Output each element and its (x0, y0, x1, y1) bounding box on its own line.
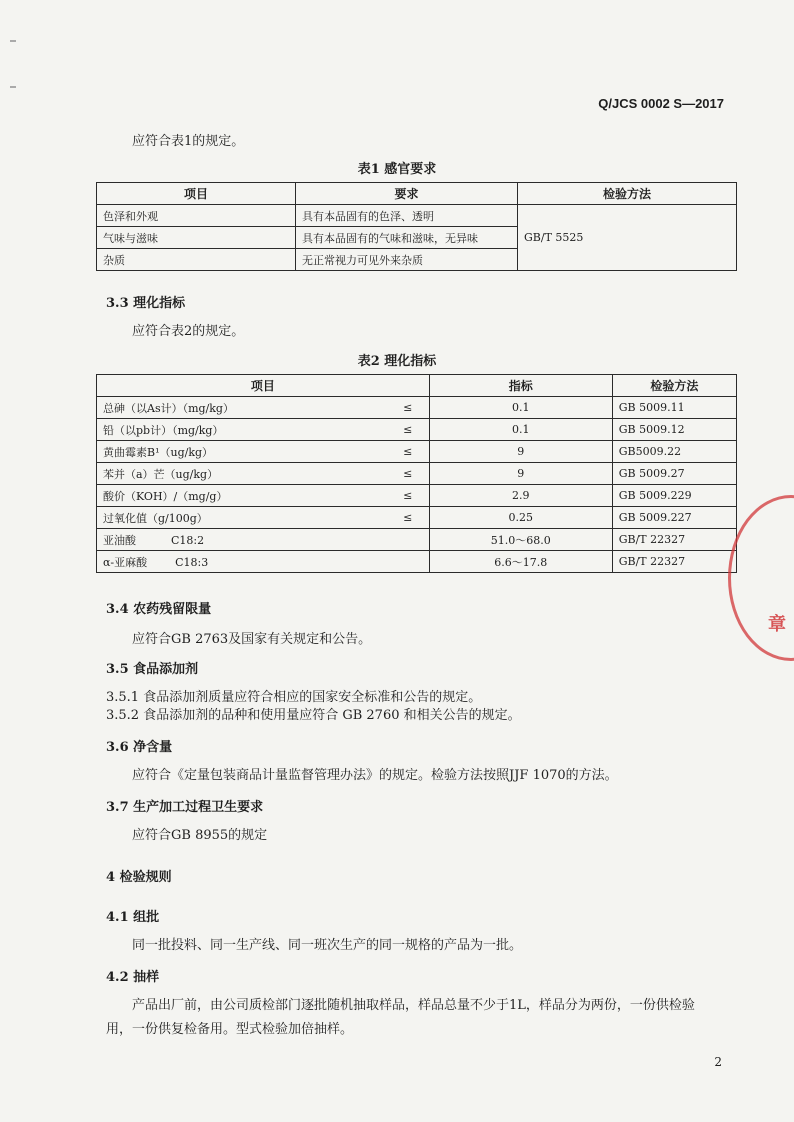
table-header-cell: 项目 (97, 183, 296, 205)
table-header-row (97, 183, 737, 205)
table-header-cell: 检验方法 (518, 183, 737, 205)
table-header-cell: 要求 (296, 183, 518, 205)
table-cell: GB 5009.12 (612, 419, 736, 441)
table-cell: 6.6～17.8 (429, 551, 612, 573)
scan-mark (10, 86, 16, 88)
table-cell: 酸价（KOH）/（mg/g） (97, 485, 387, 507)
table-cell: 苯并（a）芒（ug/kg） (97, 463, 387, 485)
table-row (97, 441, 737, 463)
section-4-1-title: 4.1 组批 (106, 910, 160, 925)
table-row (97, 507, 737, 529)
section-3-4-text: 应符合GB 2763及国家有关规定和公告。 (132, 632, 372, 647)
page-number: 2 (714, 1055, 722, 1069)
table-cell: 2.9 (429, 485, 612, 507)
table-cell: GB 5009.227 (612, 507, 736, 529)
table1-caption: 表1 感官要求 (357, 162, 437, 177)
le-symbol: ≤ (387, 441, 430, 463)
section-3-6-title: 3.6 净含量 (106, 740, 173, 755)
section-3-5-title: 3.5 食品添加剂 (106, 662, 199, 677)
section-3-7-title: 3.7 生产加工过程卫生要求 (106, 800, 264, 815)
table-header-cell: 检验方法 (612, 375, 736, 397)
table-header-cell: 指标 (429, 375, 612, 397)
table-row (97, 485, 737, 507)
standard-code: Q/JCS 0002 S—2017 (598, 96, 724, 111)
seal-character: 章 (768, 614, 786, 635)
section-4-2-text-line1: 产品出厂前，由公司质检部门逐批随机抽取样品，样品总量不少于1L，样品分为两份，一份供检验 (132, 998, 695, 1013)
section-4-2-text-line2: 用，一份供复检备用。型式检验加倍抽样。 (106, 1022, 354, 1037)
table-cell: α-亚麻酸 C18:3 (97, 551, 430, 573)
le-symbol: ≤ (387, 507, 430, 529)
table-row (97, 463, 737, 485)
table-cell: GB 5009.229 (612, 485, 736, 507)
intro-paragraph: 应符合表1的规定。 (132, 134, 245, 149)
table-cell: 9 (429, 441, 612, 463)
table-cell: GB5009.22 (612, 441, 736, 463)
table-cell: 色泽和外观 (97, 205, 296, 227)
table-cell: GB/T 22327 (612, 551, 736, 573)
le-symbol: ≤ (387, 397, 430, 419)
table-cell-method: GB/T 5525 (518, 205, 737, 271)
table-cell: 0.1 (429, 397, 612, 419)
section-3-4-title: 3.4 农药残留限量 (106, 602, 212, 617)
table-header-row (97, 375, 737, 397)
table-cell: 杂质 (97, 249, 296, 271)
section-4-title: 4 检验规则 (106, 870, 172, 885)
table-cell: GB 5009.27 (612, 463, 736, 485)
section-3-6-text: 应符合《定量包装商品计量监督管理办法》的规定。检验方法按照JJF 1070的方法。 (132, 768, 618, 783)
table-row (97, 529, 737, 551)
physicochemical-table (96, 374, 737, 573)
le-symbol: ≤ (387, 485, 430, 507)
table-row (97, 419, 737, 441)
section-3-3-title: 3.3 理化指标 (106, 296, 186, 311)
table-cell: 过氧化值（g/100g） (97, 507, 387, 529)
table-cell: 51.0～68.0 (429, 529, 612, 551)
table-cell: 黄曲霉素B¹（ug/kg） (97, 441, 387, 463)
table-cell: 气味与滋味 (97, 227, 296, 249)
table-cell: 9 (429, 463, 612, 485)
table-header-cell: 项目 (97, 375, 430, 397)
le-symbol: ≤ (387, 419, 430, 441)
table-cell: GB/T 22327 (612, 529, 736, 551)
table2-caption: 表2 理化指标 (357, 354, 437, 369)
table-row (97, 205, 737, 227)
table-cell: GB 5009.11 (612, 397, 736, 419)
section-4-2-title: 4.2 抽样 (106, 970, 160, 985)
table-cell: 具有本品固有的色泽、透明 (296, 205, 518, 227)
table-cell: 亚油酸 C18:2 (97, 529, 430, 551)
sensory-table (96, 182, 737, 271)
table-cell: 总砷（以As计）（mg/kg） (97, 397, 387, 419)
table-cell: 0.25 (429, 507, 612, 529)
section-3-5-1-text: 3.5.1 食品添加剂质量应符合相应的国家安全标准和公告的规定。 (106, 690, 482, 705)
table-cell: 0.1 (429, 419, 612, 441)
section-3-7-text: 应符合GB 8955的规定 (132, 828, 268, 843)
red-seal-stamp (728, 495, 794, 661)
scan-mark (10, 40, 16, 42)
table-cell: 无正常视力可见外来杂质 (296, 249, 518, 271)
table-cell: 具有本品固有的气味和滋味，无异味 (296, 227, 518, 249)
table-cell: 铅（以pb计）（mg/kg） (97, 419, 387, 441)
table-row (97, 397, 737, 419)
le-symbol: ≤ (387, 463, 430, 485)
table-row (97, 551, 737, 573)
section-4-1-text: 同一批投料、同一生产线、同一班次生产的同一规格的产品为一批。 (132, 938, 523, 953)
section-3-3-text: 应符合表2的规定。 (132, 324, 245, 339)
section-3-5-2-text: 3.5.2 食品添加剂的品种和使用量应符合 GB 2760 和相关公告的规定。 (106, 708, 521, 723)
